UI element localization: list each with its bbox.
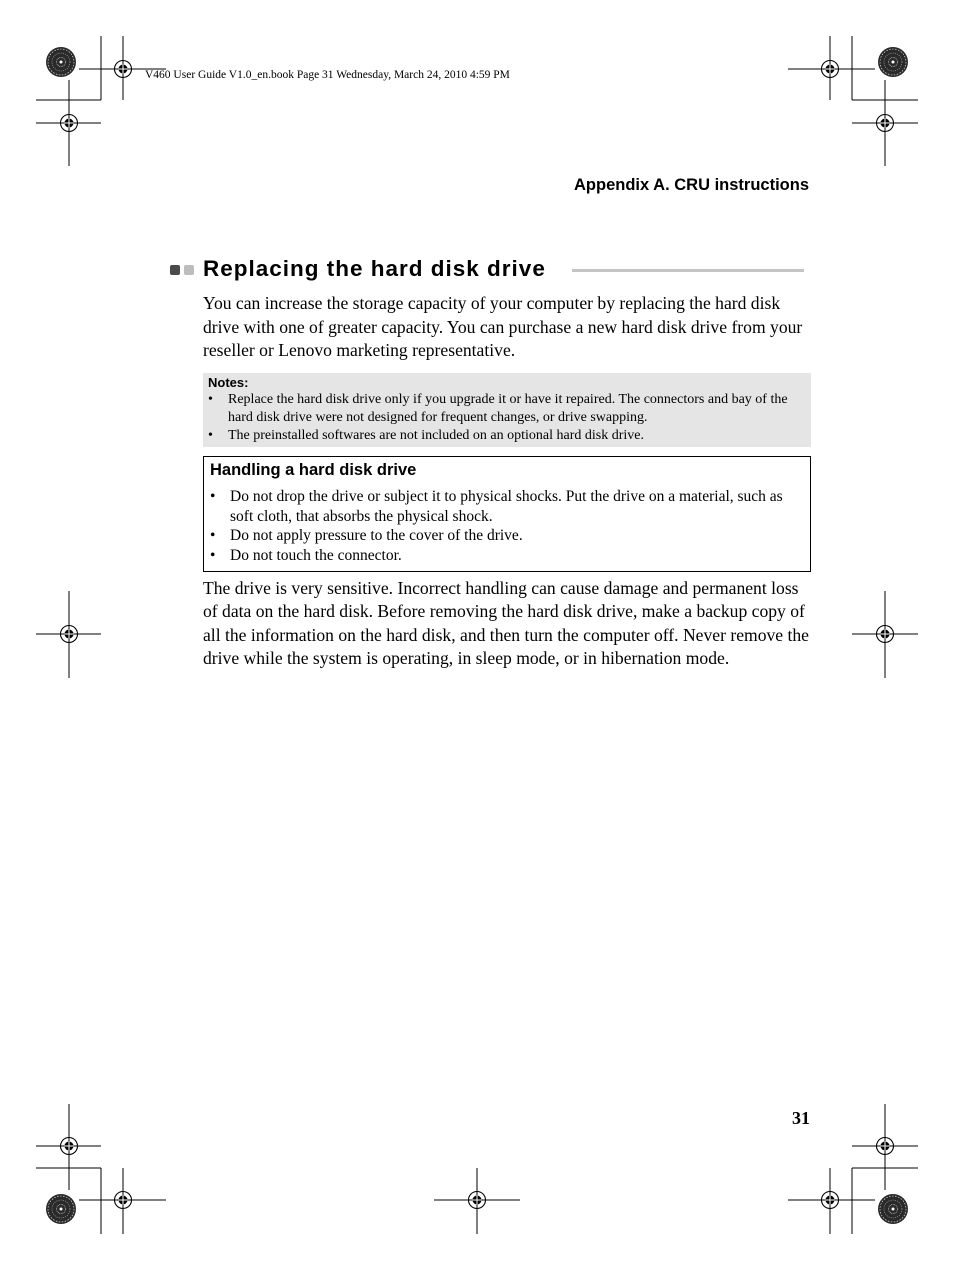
heading-rule bbox=[572, 269, 804, 272]
color-wheel-icon bbox=[46, 1194, 76, 1224]
handling-text: Do not touch the connector. bbox=[230, 546, 402, 564]
heading-square-light-icon bbox=[184, 265, 194, 275]
color-wheel-icon bbox=[878, 1194, 908, 1224]
list-item bbox=[210, 546, 804, 566]
note-text: Replace the hard disk drive only if you upgrade it or have it repaired. The connectors and bay of the hard disk drive were not designed for frequent changes, or drive swapping. bbox=[228, 392, 788, 425]
list-item bbox=[210, 526, 804, 546]
heading-square-dark-icon bbox=[170, 265, 180, 275]
handling-text: Do not drop the drive or subject it to physical shocks. Put the drive on a material, such as soft cloth, that absorbs the physical shock. bbox=[230, 488, 783, 525]
notes-list bbox=[208, 391, 811, 445]
list-item bbox=[210, 487, 804, 526]
bullet-icon: • bbox=[208, 392, 213, 407]
handling-list bbox=[210, 487, 804, 565]
running-head: Appendix A. CRU instructions bbox=[574, 176, 809, 194]
notes-box bbox=[203, 373, 811, 447]
page-title: Replacing the hard disk drive bbox=[203, 256, 546, 281]
notes-label: Notes: bbox=[208, 375, 249, 390]
body-paragraph: The drive is very sensitive. Incorrect handling can cause damage and permanent loss of data on the hard disk. Before removing the hard disk drive, make a backup copy of all the information on the hard disk, and then turn the computer off. Never remove the drive while the system is operating, in sleep mode, or in hibernation mode. bbox=[203, 578, 809, 668]
bullet-icon: • bbox=[210, 527, 216, 544]
color-wheel-icon bbox=[878, 47, 908, 77]
list-item bbox=[208, 391, 811, 427]
page-number: 31 bbox=[792, 1108, 810, 1128]
list-item bbox=[208, 427, 811, 445]
handling-box bbox=[203, 456, 811, 572]
file-header: V460 User Guide V1.0_en.book Page 31 Wednesday, March 24, 2010 4:59 PM bbox=[145, 69, 510, 81]
section-heading bbox=[170, 256, 810, 286]
bullet-icon: • bbox=[208, 428, 213, 443]
color-wheel-icon bbox=[46, 47, 76, 77]
handling-title: Handling a hard disk drive bbox=[210, 461, 417, 479]
handling-text: Do not apply pressure to the cover of the drive. bbox=[230, 527, 523, 544]
bullet-icon: • bbox=[210, 488, 216, 505]
note-text: The preinstalled softwares are not included on an optional hard disk drive. bbox=[228, 428, 644, 443]
intro-paragraph: You can increase the storage capacity of your computer by replacing the hard disk drive with one of greater capacity. You can purchase a new hard disk drive from your reseller or Lenovo marketing representative. bbox=[203, 293, 803, 360]
bullet-icon: • bbox=[210, 546, 216, 564]
